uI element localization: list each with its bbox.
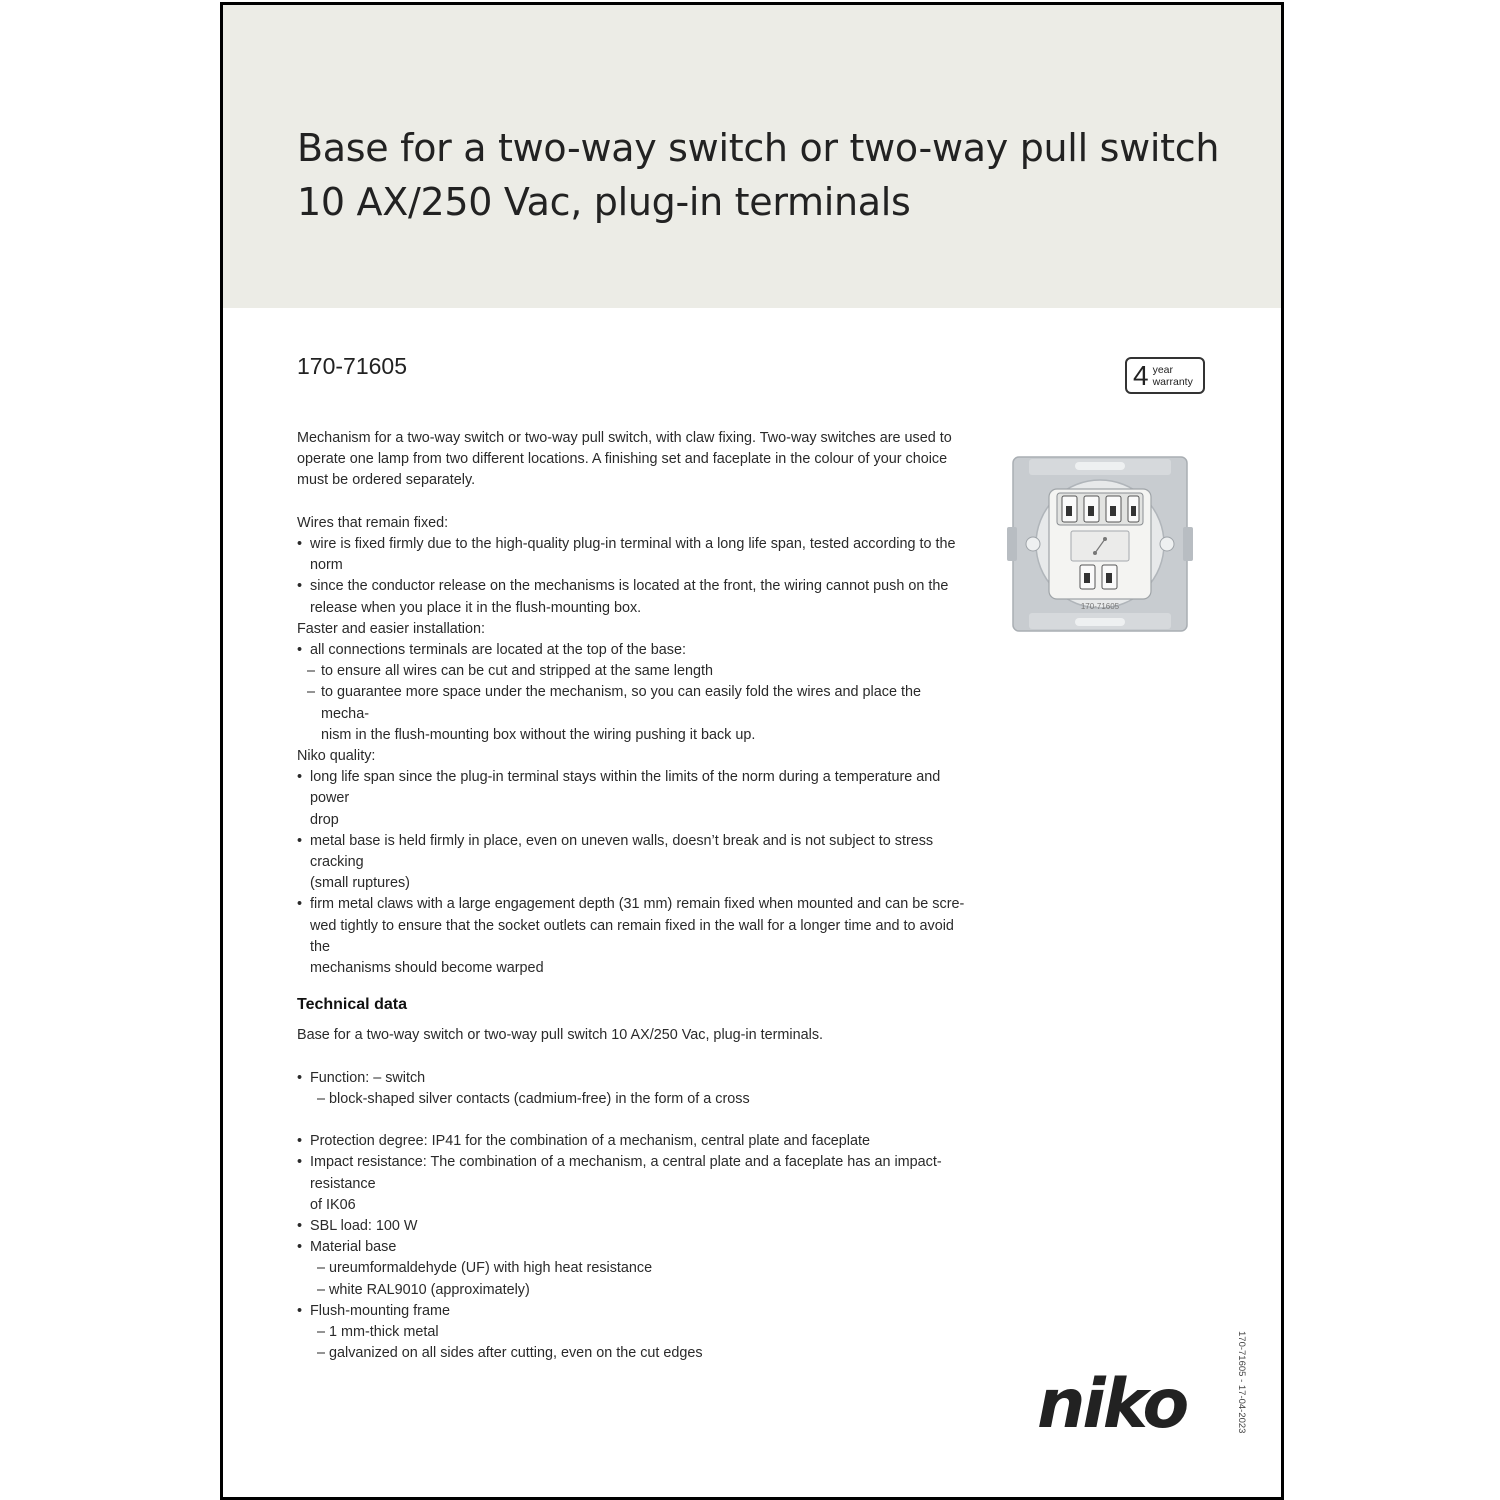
list-item-text: wed tightly to ensure that the socket outlets can remain fixed in the wall for a longer time and to avoid the [310, 917, 954, 955]
sub-list-item [297, 661, 969, 682]
warranty-line-2: warranty [1152, 375, 1193, 388]
dash-marker: – [317, 1345, 326, 1362]
quality-heading: Niko quality: [297, 748, 376, 765]
list-item-text: • metal base is held firmly in place, even on uneven walls, doesn’t break and is not subject to stress cracking [310, 832, 934, 871]
list-item-text: • Material base [310, 1239, 397, 1256]
list-item-text: of IK06 [310, 1196, 356, 1213]
title-line-1: Base for a two-way switch or two-way pull switch [297, 126, 1220, 170]
list-item-text: • Protection degree: IP41 for the combination of a mechanism, central plate and faceplate [310, 1133, 870, 1150]
warranty-years: 4 [1133, 359, 1149, 391]
list-item [297, 576, 969, 618]
dash-marker: – [317, 1281, 326, 1298]
list-item [297, 1216, 969, 1237]
list-item-text: • wire is fixed firmly due to the high-quality plug-in terminal with a long life span, tested according to the [310, 536, 956, 552]
list-item-text: • all connections terminals are located at the top of the base: [310, 642, 686, 659]
dash-marker: – [317, 1324, 326, 1341]
list-item-text: mechanisms should become warped [310, 960, 544, 977]
dash-marker: – [307, 663, 316, 680]
list-item-text: to guarantee more space under the mechanism, so you can easily fold the wires and place the mecha- [321, 684, 921, 722]
list-item [297, 1301, 969, 1322]
list-item [297, 1068, 969, 1089]
article-number: 170-71605 [297, 353, 407, 379]
list-item [297, 1152, 969, 1216]
warranty-line-1: year [1152, 363, 1174, 376]
technical-data-heading: Technical data [297, 996, 407, 1014]
list-item-text: 1 mm-thick metal [329, 1324, 439, 1341]
list-item-text: • SBL load: 100 W [310, 1218, 418, 1235]
list-item-text: white RAL9010 (approximately) [329, 1281, 530, 1298]
description-block [297, 428, 969, 1364]
wires-heading: Wires that remain fixed: [297, 514, 449, 531]
list-item [297, 767, 969, 831]
list-item [297, 640, 969, 661]
intro-line: operate one lamp from two different locations. A finishing set and faceplate in the colour of your choice [297, 451, 948, 468]
intro-line: must be ordered separately. [297, 472, 476, 489]
dash-marker: – [307, 684, 316, 701]
list-item-text: to ensure all wires can be cut and stripped at the same length [321, 663, 713, 680]
list-item-text: nism in the flush-mounting box without the wiring pushing it back up. [321, 726, 756, 743]
intro-line: Mechanism for a two-way switch or two-way pull switch, with claw fixing. Two-way switches are used to [297, 430, 952, 446]
list-item-text: block-shaped silver contacts (cadmium-free) in the form of a cross [329, 1090, 750, 1107]
list-item-text: • Impact resistance: The combination of a mechanism, a central plate and a faceplate has an impact-resistance [310, 1154, 942, 1192]
sub-list-item [297, 1258, 969, 1279]
datasheet-page [220, 2, 1284, 1500]
sub-list-item [297, 682, 969, 746]
list-item-text: • Flush-mounting frame [310, 1302, 450, 1319]
list-item-text: release when you place it in the flush-mounting box. [310, 599, 642, 616]
product-switch-base-image [1005, 449, 1195, 639]
list-item [297, 1237, 969, 1258]
header-band [223, 5, 1281, 308]
dash-marker: – [317, 1260, 326, 1277]
list-item-text: • firm metal claws with a large engagement depth (31 mm) remain fixed when mounted and can be scre- [310, 896, 965, 913]
sub-list-item [297, 1343, 969, 1364]
list-item [297, 534, 969, 576]
document-reference: 170-71605 - 17-04-2023 [1236, 1331, 1247, 1434]
warranty-badge [1125, 357, 1205, 394]
list-item-text: galvanized on all sides after cutting, even on the cut edges [329, 1345, 703, 1362]
sub-list-item [297, 1089, 969, 1110]
warranty-text [1153, 364, 1193, 388]
list-item [297, 831, 969, 895]
list-item-text: norm [310, 557, 343, 574]
technical-summary: Base for a two-way switch or two-way pull switch 10 AX/250 Vac, plug-in terminals. [297, 1027, 824, 1044]
list-item-text: ureumformaldehyde (UF) with high heat resistance [329, 1260, 653, 1277]
title-line-2: 10 AX/250 Vac, plug-in terminals [297, 180, 911, 224]
logo-wordmark: niko [1037, 1367, 1187, 1439]
niko-logo [1037, 1367, 1209, 1439]
list-item-text: • Function: – switch [310, 1069, 426, 1086]
list-item-text: (small ruptures) [310, 875, 410, 892]
install-heading: Faster and easier installation: [297, 620, 485, 637]
product-image-label: 170-71605 [1080, 602, 1120, 611]
list-item [297, 1131, 969, 1152]
list-item-text: drop [310, 811, 339, 828]
sub-list-item [297, 1280, 969, 1301]
sub-list-item [297, 1322, 969, 1343]
product-title [297, 121, 1257, 229]
list-item-text: • long life span since the plug-in terminal stays within the limits of the norm during a temperature and power [310, 769, 941, 807]
dash-marker: – [317, 1090, 326, 1107]
list-item-text: • since the conductor release on the mechanisms is located at the front, the wiring cannot push on the [310, 578, 949, 595]
list-item [297, 894, 969, 979]
